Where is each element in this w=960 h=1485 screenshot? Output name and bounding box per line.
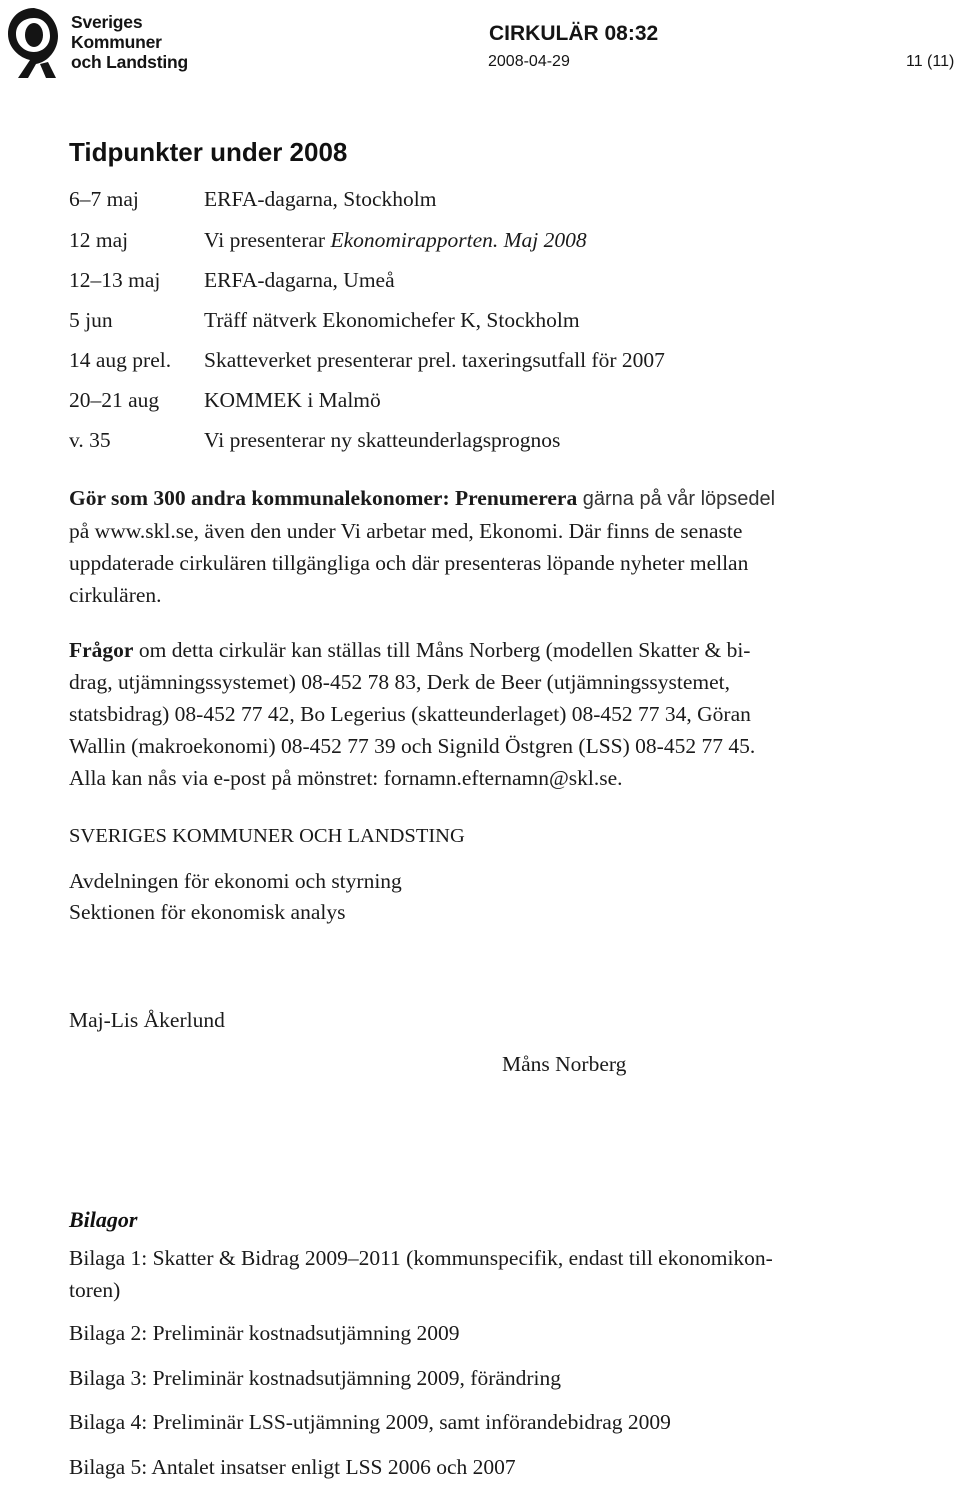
subscribe-text: på www.skl.se, även den under Vi arbetar med, Ekonomi. [69,519,564,543]
subscribe-text: gärna på vår löpsedel [577,488,776,510]
timeline-text: KOMMEK i Malmö [204,388,381,412]
questions-text: om detta cirkulär kan ställas till Måns Norberg (modellen Skatter & bi- [133,638,751,662]
skl-emblem-icon [4,4,66,80]
attachment-item: Bilaga 2: Preliminär kostnadsutjämning 2009 [69,1321,460,1345]
subscribe-text: uppdaterade cirkulären tillgängliga och där presenteras löpande nyheter mellan [69,551,749,575]
timeline-row [69,228,587,253]
timeline-row [69,187,436,212]
timeline-text: Träff nätverk Ekonomichefer K, Stockholm [204,308,580,332]
timeline-text: Skatteverket presenterar prel. taxeringsutfall för 2007 [204,348,665,372]
logo-text-line-3: och Landsting [71,52,188,72]
questions-text: Wallin (makroekonomi) 08-452 77 39 och Signild Östgren (LSS) 08-452 77 45. [69,734,756,758]
timeline-text: Vi presenterar [204,228,331,252]
attachment-item: Bilaga 5: Antalet insatser enligt LSS 2006 och 2007 [69,1455,516,1479]
questions-text: statsbidrag) 08-452 77 42, Bo Legerius (skatteunderlaget) 08-452 77 34, Göran [69,702,751,726]
subscribe-text: cirkulären. [69,583,162,607]
timeline-text: Vi presenterar ny skatteunderlagsprognos [204,428,561,452]
timeline-date: 12 maj [69,228,129,252]
timeline-row [69,308,580,333]
organization-logo [4,4,194,80]
attachment-item: Bilaga 1: Skatter & Bidrag 2009–2011 (kommunspecifik, endast till ekonomikon- [69,1246,773,1270]
timeline-date: 6–7 maj [69,187,139,211]
timeline-row [69,348,665,373]
timeline-heading: Tidpunkter under 2008 [69,137,348,167]
subscribe-text: Där finns de senaste [563,519,743,543]
attachment-item-continued: toren) [69,1278,121,1302]
logo-text-line-2: Kommuner [71,32,162,52]
questions-text: Alla kan nås via e-post på mönstret: fornamn.efternamn@skl.se. [69,766,623,790]
section-name: Sektionen för ekonomisk analys [69,900,346,924]
questions-paragraph [69,634,899,794]
circular-date: 2008-04-29 [488,53,570,70]
questions-lead: Frågor [69,638,134,662]
department-name: Avdelningen för ekonomi och styrning [69,869,402,893]
timeline-date: 14 aug prel. [69,348,172,372]
circular-title: CIRKULÄR 08:32 [489,22,659,45]
timeline-row [69,268,395,293]
signature-first: Maj-Lis Åkerlund [69,1008,225,1032]
signature-second: Måns Norberg [502,1052,627,1076]
timeline-date: 5 jun [69,308,113,332]
timeline-date: 20–21 aug [69,388,160,412]
attachment-item: Bilaga 3: Preliminär kostnadsutjämning 2009, förändring [69,1366,562,1390]
organization-name: SVERIGES KOMMUNER OCH LANDSTING [69,825,465,847]
questions-text: drag, utjämningssystemet) 08-452 78 83, Derk de Beer (utjämningssystemet, [69,670,730,694]
page-number: 11 (11) [906,53,955,70]
timeline-date: 12–13 maj [69,268,161,292]
timeline-text-italic: Ekonomirapporten. Maj 2008 [330,228,587,252]
timeline-row [69,388,381,413]
timeline-date: v. 35 [69,428,111,452]
subscribe-lead: Gör som 300 andra kommunalekonomer: Prenumerera [69,486,578,510]
attachments-heading: Bilagor [69,1207,138,1232]
subscribe-paragraph [69,482,899,611]
logo-text-line-1: Sveriges [71,12,143,32]
attachment-item: Bilaga 4: Preliminär LSS-utjämning 2009, samt införandebidrag 2009 [69,1410,671,1434]
timeline-text: ERFA-dagarna, Stockholm [204,187,437,211]
timeline-text: ERFA-dagarna, Umeå [204,268,395,292]
timeline-row [69,428,560,453]
